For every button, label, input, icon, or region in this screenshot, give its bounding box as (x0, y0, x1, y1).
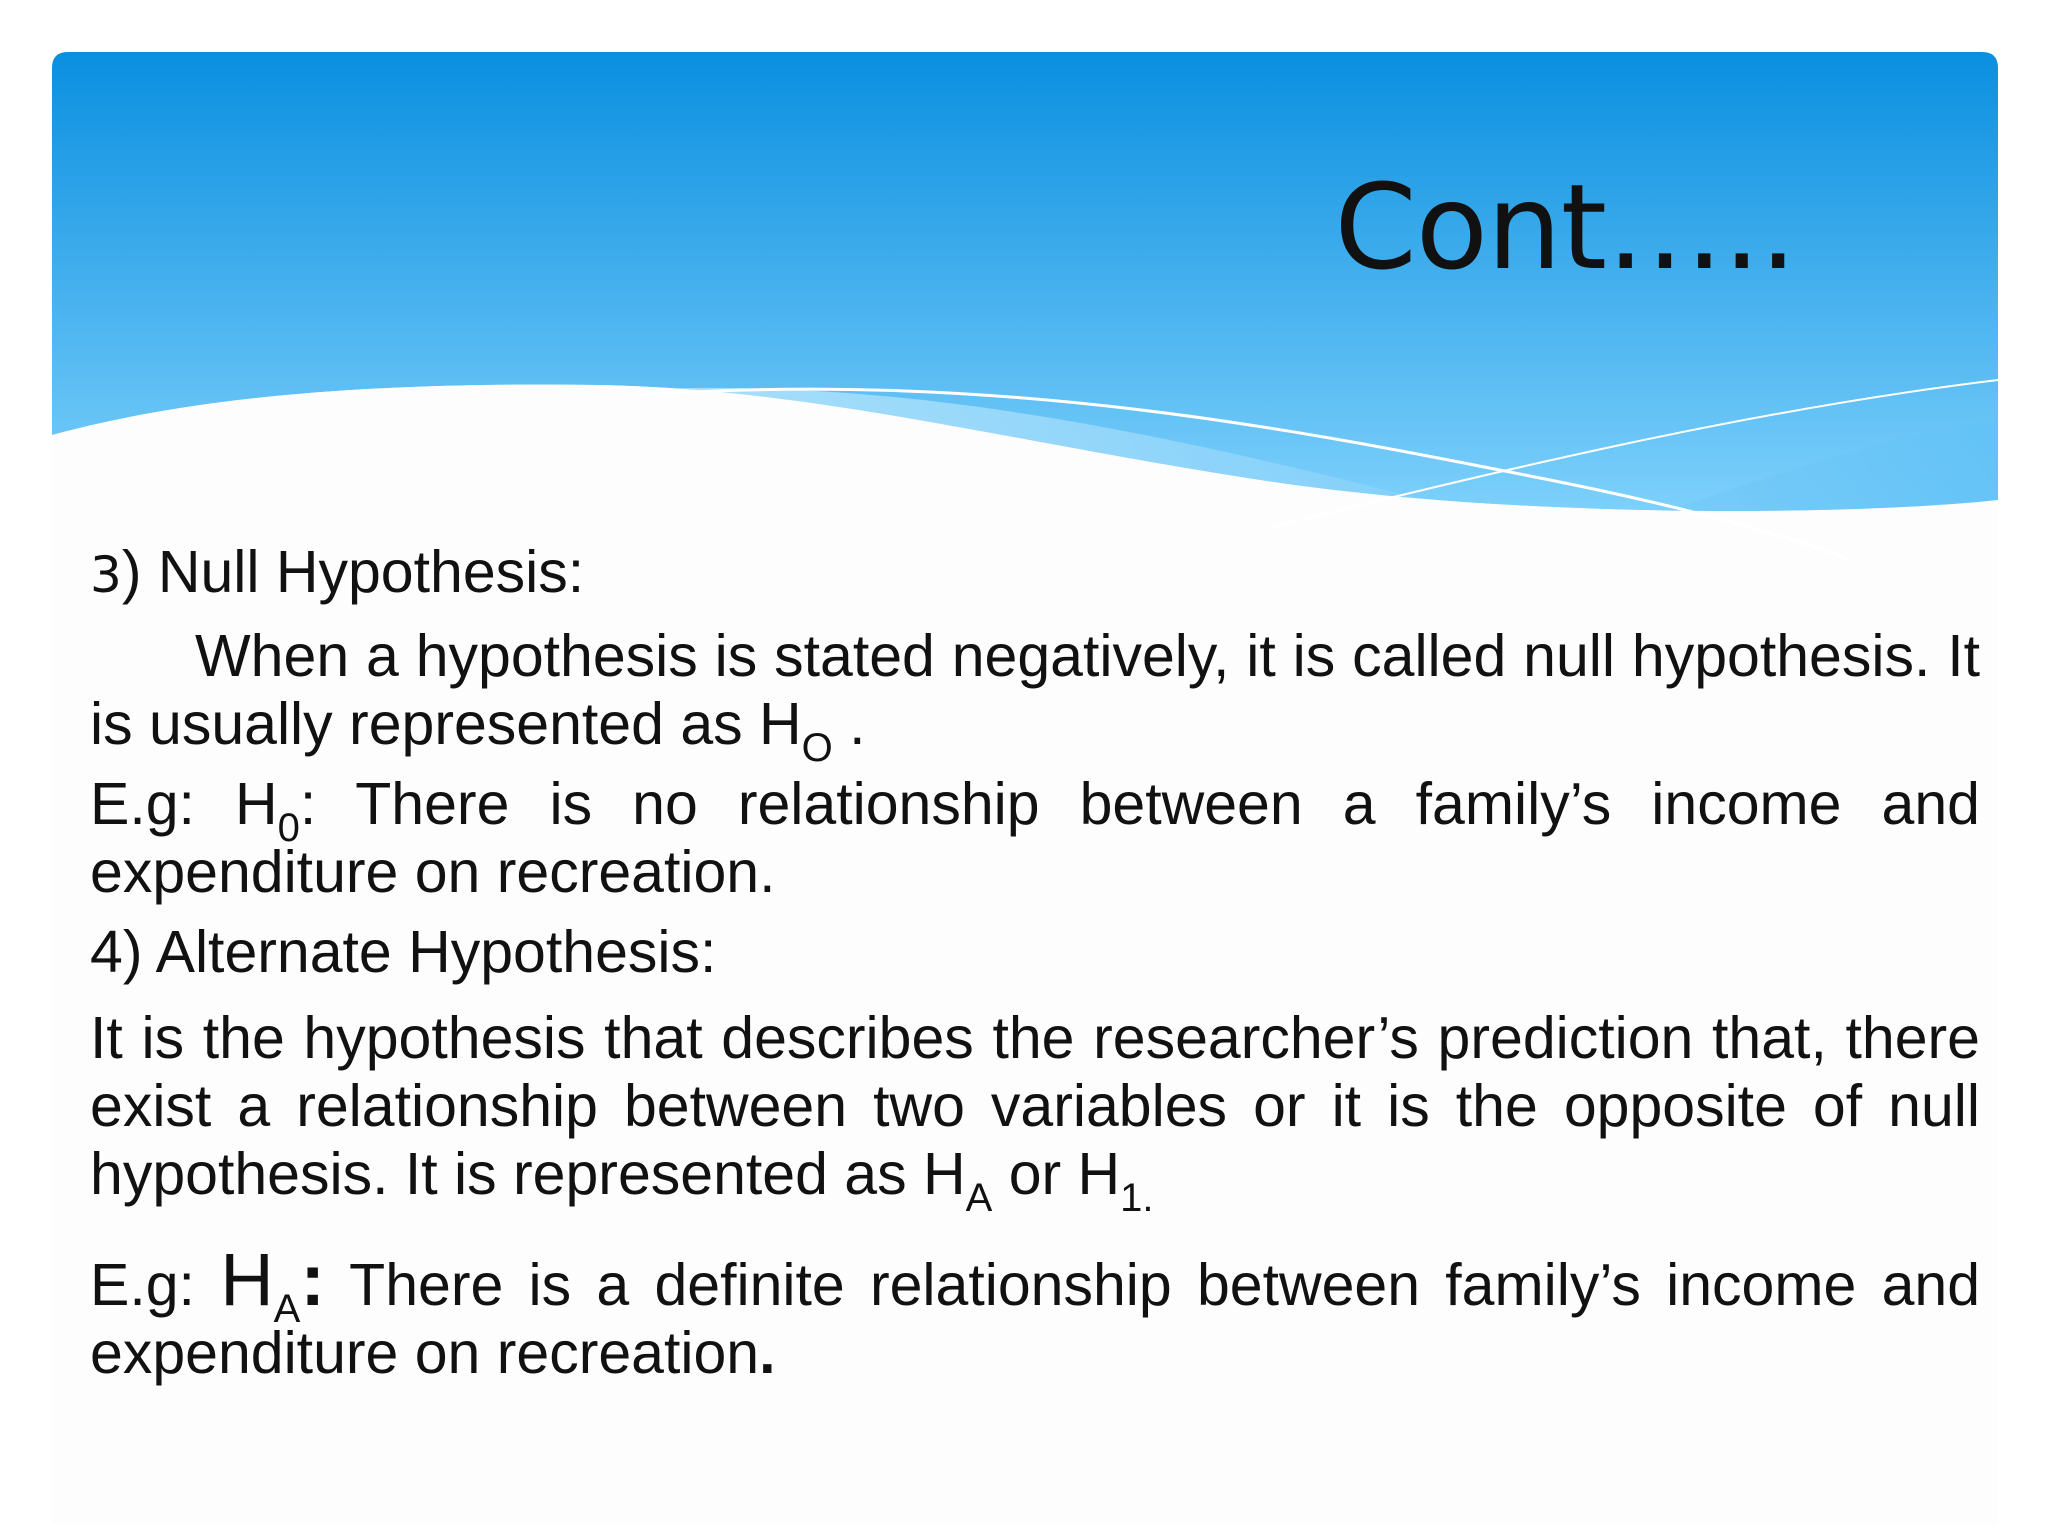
definition-end: . (832, 691, 866, 757)
definition-text: When a hypothesis is stated negatively, it is called null hypothesis. It is usually represented as H (90, 623, 1980, 757)
slide-title: Cont….. (1334, 158, 1796, 296)
heading-number: 3 (90, 546, 122, 604)
alt-example-symbol: H (220, 1238, 274, 1321)
example-subscript: 0 (277, 805, 300, 850)
example-prefix: E.g: H (90, 771, 278, 837)
heading-text: ) Null Hypothesis: (121, 539, 585, 605)
alt-example-colon: : (300, 1238, 325, 1321)
alt-definition-mid: or H (992, 1141, 1121, 1207)
ha-subscript: A (965, 1175, 993, 1220)
h1-subscript: 1. (1120, 1175, 1154, 1220)
alternate-heading-text: 4) Alternate Hypothesis: (90, 919, 717, 985)
h0-subscript: O (801, 725, 833, 770)
alternate-hypothesis-definition (90, 1004, 1980, 1220)
alt-example-end: . (759, 1320, 776, 1386)
alternate-hypothesis-example (90, 1238, 1981, 1387)
alt-example-text: There is a definite relationship between family’s income and expenditure on recreation (90, 1252, 1981, 1386)
alt-example-subscript: A (273, 1286, 301, 1331)
alt-example-prefix: E.g: (90, 1252, 221, 1318)
null-hypothesis-definition (90, 622, 1980, 770)
alt-definition-text: It is the hypothesis that describes the researcher’s prediction that, there exist a relationship between two variables or it is the opposite of null hypothesis. It is represented as H (90, 1005, 1980, 1207)
null-hypothesis-heading (90, 538, 1980, 609)
null-hypothesis-example (90, 770, 1980, 906)
example-text: : There is no relationship between a family’s income and expenditure on recreation. (90, 771, 1980, 905)
alternate-hypothesis-heading (90, 918, 1980, 986)
